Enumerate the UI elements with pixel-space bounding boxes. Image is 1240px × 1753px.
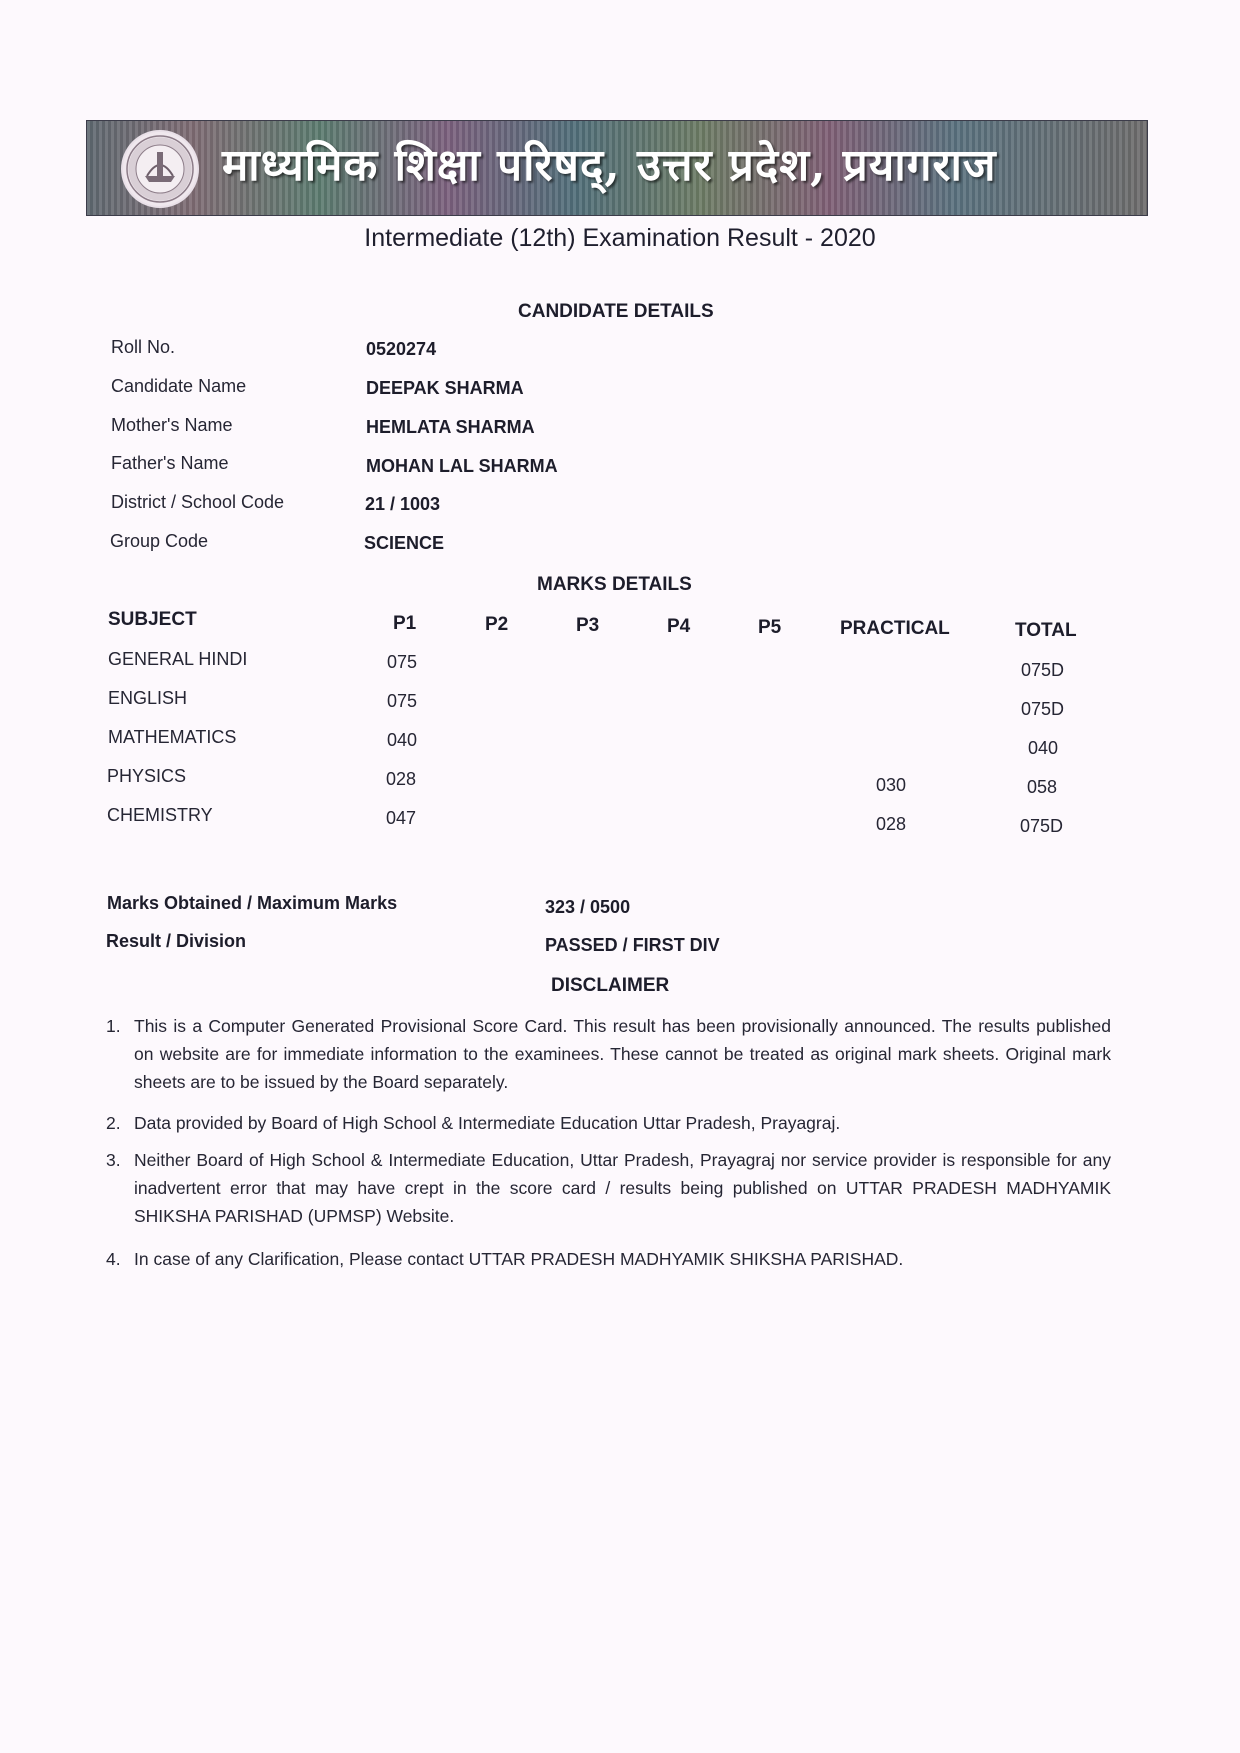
group-code-value: SCIENCE — [364, 533, 445, 553]
practical-cell: 030 — [876, 775, 907, 795]
disclaimer-item — [106, 1146, 1111, 1230]
disclaimer-item-text: Neither Board of High School & Intermediate Education, Uttar Pradesh, Prayagraj nor service provider is responsible for any inadvertent error that may have crept in the score card / results being published on UTTAR PRADESH MADHYAMIK SHIKSHA PARISHAD (UPMSP) Website. — [134, 1150, 1111, 1226]
disclaimer-item — [106, 1245, 1111, 1273]
marks-details-heading: MARKS DETAILS — [537, 574, 692, 595]
result-division-value: PASSED / FIRST DIV — [545, 935, 720, 955]
disclaimer-item-text: This is a Computer Generated Provisional Score Card. This result has been provisionally announced. The results published on website are for immediate information to the examinees. These cannot be treated as original mark sheets. Original mark sheets are to be issued by the Board separately. — [134, 1016, 1111, 1092]
total-cell: 075D — [1020, 816, 1064, 836]
subject-cell: CHEMISTRY — [107, 805, 213, 825]
candidate-name-label: Candidate Name — [111, 376, 247, 396]
total-cell: 075D — [1021, 660, 1065, 680]
board-header-banner — [86, 120, 1148, 216]
col-p5: P5 — [758, 617, 782, 638]
disclaimer-item-number: 2. — [106, 1113, 121, 1133]
district-school-code-value: 21 / 1003 — [365, 494, 441, 514]
father-name-label: Father's Name — [111, 453, 229, 473]
exam-title: Intermediate (12th) Examination Result - 2020 — [364, 224, 876, 252]
disclaimer-item — [106, 1012, 1111, 1096]
col-p1: P1 — [393, 613, 417, 634]
p1-cell: 075 — [387, 691, 418, 711]
col-practical: PRACTICAL — [840, 618, 950, 639]
total-cell: 058 — [1027, 777, 1058, 797]
disclaimer-item-text: In case of any Clarification, Please contact UTTAR PRADESH MADHYAMIK SHIKSHA PARISHAD. — [134, 1249, 904, 1269]
col-subject: SUBJECT — [108, 609, 197, 630]
disclaimer-item-number: 3. — [106, 1150, 121, 1170]
col-p2: P2 — [485, 614, 509, 635]
col-p4: P4 — [667, 616, 691, 637]
father-name-value: MOHAN LAL SHARMA — [366, 456, 558, 476]
disclaimer-heading: DISCLAIMER — [551, 975, 670, 996]
subject-cell: MATHEMATICS — [108, 727, 237, 747]
marks-obtained-value: 323 / 0500 — [545, 897, 631, 917]
p1-cell: 040 — [387, 730, 418, 750]
subject-cell: GENERAL HINDI — [108, 649, 248, 669]
result-division-label: Result / Division — [106, 931, 247, 951]
roll-no-label: Roll No. — [111, 337, 176, 357]
total-cell: 040 — [1028, 738, 1059, 758]
practical-cell: 028 — [876, 814, 907, 834]
col-total: TOTAL — [1015, 620, 1077, 641]
p1-cell: 047 — [386, 808, 417, 828]
col-p3: P3 — [576, 615, 600, 636]
p1-cell: 028 — [386, 769, 417, 789]
group-code-label: Group Code — [110, 531, 209, 551]
subject-cell: ENGLISH — [108, 688, 188, 708]
board-name-hindi: माध्यमिक शिक्षा परिषद्, उत्तर प्रदेश, प्रयागराज — [222, 140, 997, 191]
disclaimer-item — [106, 1109, 1111, 1137]
district-school-code-label: District / School Code — [111, 492, 285, 512]
candidate-details-heading: CANDIDATE DETAILS — [518, 301, 714, 322]
subject-cell: PHYSICS — [107, 766, 187, 786]
candidate-name-value: DEEPAK SHARMA — [366, 378, 524, 398]
mother-name-label: Mother's Name — [111, 415, 233, 435]
disclaimer-item-number: 4. — [106, 1249, 121, 1269]
mother-name-value: HEMLATA SHARMA — [366, 417, 535, 437]
marks-obtained-label: Marks Obtained / Maximum Marks — [107, 893, 398, 913]
p1-cell: 075 — [387, 652, 418, 672]
disclaimer-item-text: Data provided by Board of High School & Intermediate Education Uttar Pradesh, Prayagraj. — [134, 1113, 841, 1133]
total-cell: 075D — [1021, 699, 1065, 719]
board-emblem-icon — [121, 130, 199, 208]
disclaimer-item-number: 1. — [106, 1016, 121, 1036]
roll-no-value: 0520274 — [366, 339, 437, 359]
